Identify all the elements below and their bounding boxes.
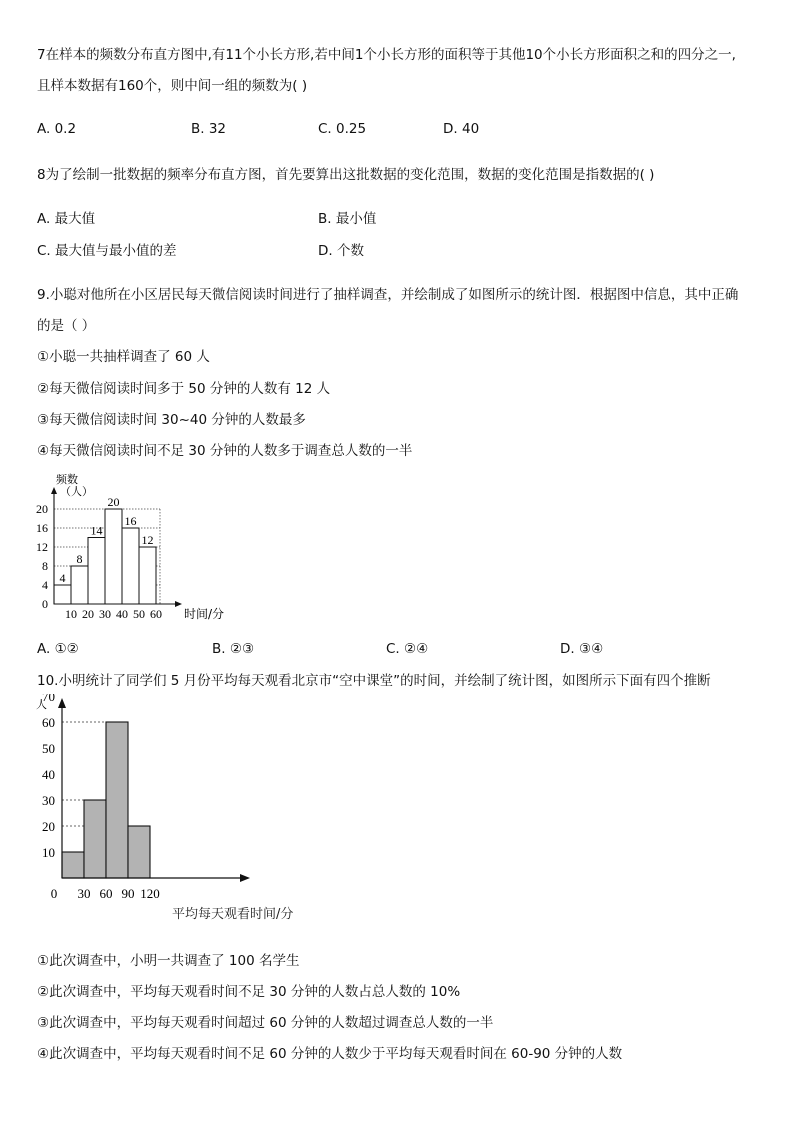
c2-y-tick-label: 40 xyxy=(42,767,55,782)
c2-x-arrow xyxy=(240,874,250,882)
c2-x-tick-label: 30 xyxy=(77,886,91,901)
c1-data-label: 16 xyxy=(124,514,137,528)
c1-x-tick-label: 60 xyxy=(150,607,162,621)
q7-line1: 7在样本的频数分布直方图中,有11个小长方形,若中间1个小长方形的面积等于其他10个小长方形面积之和的四分之一, xyxy=(37,47,736,63)
q9-option-c[interactable]: C. ②④ xyxy=(386,641,429,657)
c1-x-arrow xyxy=(175,601,182,607)
q8-option-a[interactable]: A. 最大值 xyxy=(37,211,96,227)
c1-y-tick-label: 4 xyxy=(42,578,48,592)
q7-option-a[interactable]: A. 0.2 xyxy=(37,121,77,137)
q8-line1: 8为了绘制一批数据的频率分布直方图，首先要算出这批数据的变化范围，数据的变化范围是指数据的( ) xyxy=(37,167,655,183)
q10-statement-3: ③此次调查中，平均每天观看时间超过 60 分钟的人数超过调查总人数的一半 xyxy=(37,1015,494,1031)
c2-x-tick-label: 120 xyxy=(140,886,160,901)
q10-statement-1: ①此次调查中，小明一共调查了 100 名学生 xyxy=(37,953,300,969)
c1-bar xyxy=(54,585,71,604)
q7-option-c[interactable]: C. 0.25 xyxy=(318,121,367,137)
c1-data-label: 4 xyxy=(59,571,66,585)
c2-bar xyxy=(106,722,128,878)
c1-bar xyxy=(88,538,105,605)
c1-bar xyxy=(105,509,122,604)
q8-option-c[interactable]: C. 最大值与最小值的差 xyxy=(37,243,177,259)
q9-option-a[interactable]: A. ①② xyxy=(37,641,79,657)
q10-line1: 10.小明统计了同学们 5 月份平均每天观看北京市“空中课堂”的时间，并绘制了统计图，如图所示下面有四个推断 xyxy=(37,673,711,689)
c1-y-tick-label: 20 xyxy=(36,502,48,516)
c1-bar xyxy=(139,547,156,604)
c1-data-label: 8 xyxy=(76,552,83,566)
q9-option-d[interactable]: D. ③④ xyxy=(560,641,604,657)
c1-xlabel: 时间/分 xyxy=(184,607,225,621)
c1-y-tick-label: 16 xyxy=(36,521,48,535)
c1-y-tick-label: 12 xyxy=(36,540,48,554)
q9-statement-1: ①小聪一共抽样调查了 60 人 xyxy=(37,349,210,365)
c2-y-tick-label: 50 xyxy=(42,741,55,756)
q9-line1: 9.小聪对他所在小区居民每天微信阅读时间进行了抽样调查，并绘制成了如图所示的统计图．根据图中信息，其中正确 xyxy=(37,287,739,303)
c2-y-tick-label: 30 xyxy=(42,793,55,808)
q7-line2: 且样本数据有160个，则中间一组的频数为( ) xyxy=(37,78,308,94)
c1-y-arrow xyxy=(51,487,57,494)
q8-option-d[interactable]: D. 个数 xyxy=(318,243,364,259)
c1-y-tick-label: 8 xyxy=(42,559,48,573)
c2-bar xyxy=(128,826,150,878)
q9-statement-2: ②每天微信阅读时间多于 50 分钟的人数有 12 人 xyxy=(37,381,331,397)
c2-ylabel: 人 xyxy=(36,698,47,711)
c1-y-tick-label: 0 xyxy=(42,597,48,611)
c2-x-tick-label: 60 xyxy=(99,886,113,901)
c2-origin-label: 0 xyxy=(50,886,58,901)
c2-y-tick-label: 20 xyxy=(42,819,55,834)
c1-data-label: 14 xyxy=(90,523,103,538)
c1-bar xyxy=(122,528,139,604)
c2-bar xyxy=(84,800,106,878)
c1-x-tick-label: 20 xyxy=(82,607,94,621)
c1-x-tick-label: 10 xyxy=(65,607,77,621)
c1-bar xyxy=(71,566,88,604)
c2-y-tick-label: 60 xyxy=(42,715,55,730)
c1-data-label: 20 xyxy=(107,495,120,509)
c1-x-tick-label: 30 xyxy=(99,607,111,621)
c1-data-label: 12 xyxy=(141,533,154,547)
c1-x-tick-label: 50 xyxy=(133,607,145,621)
c2-y-tick-label: 10 xyxy=(42,845,55,860)
q8-option-b[interactable]: B. 最小值 xyxy=(318,211,377,227)
q10-histogram-chart xyxy=(30,694,320,926)
q9-statement-3: ③每天微信阅读时间 30~40 分钟的人数最多 xyxy=(37,412,306,428)
c2-y-tick-label: 70 xyxy=(42,694,55,704)
q10-statement-2: ②此次调查中，平均每天观看时间不足 30 分钟的人数占总人数的 10% xyxy=(37,984,461,1000)
q9-histogram-chart xyxy=(34,472,244,630)
c2-x-tick-label: 90 xyxy=(121,886,135,901)
c2-y-arrow xyxy=(58,698,66,708)
c2-xlabel: 平均每天观看时间/分 xyxy=(172,907,294,922)
q9-line2: 的是（ ） xyxy=(37,318,96,334)
q7-option-b[interactable]: B. 32 xyxy=(191,121,227,137)
q9-statement-4: ④每天微信阅读时间不足 30 分钟的人数多于调查总人数的一半 xyxy=(37,443,413,459)
q7-option-d[interactable]: D. 40 xyxy=(443,121,480,137)
c1-x-tick-label: 40 xyxy=(116,607,128,621)
q9-option-b[interactable]: B. ②③ xyxy=(212,641,255,657)
c1-ylabel: 频数（人） xyxy=(56,473,93,498)
c2-bar xyxy=(62,852,84,878)
q10-statement-4: ④此次调查中，平均每天观看时间不足 60 分钟的人数少于平均每天观看时间在 60-90 分钟的人数 xyxy=(37,1046,623,1062)
